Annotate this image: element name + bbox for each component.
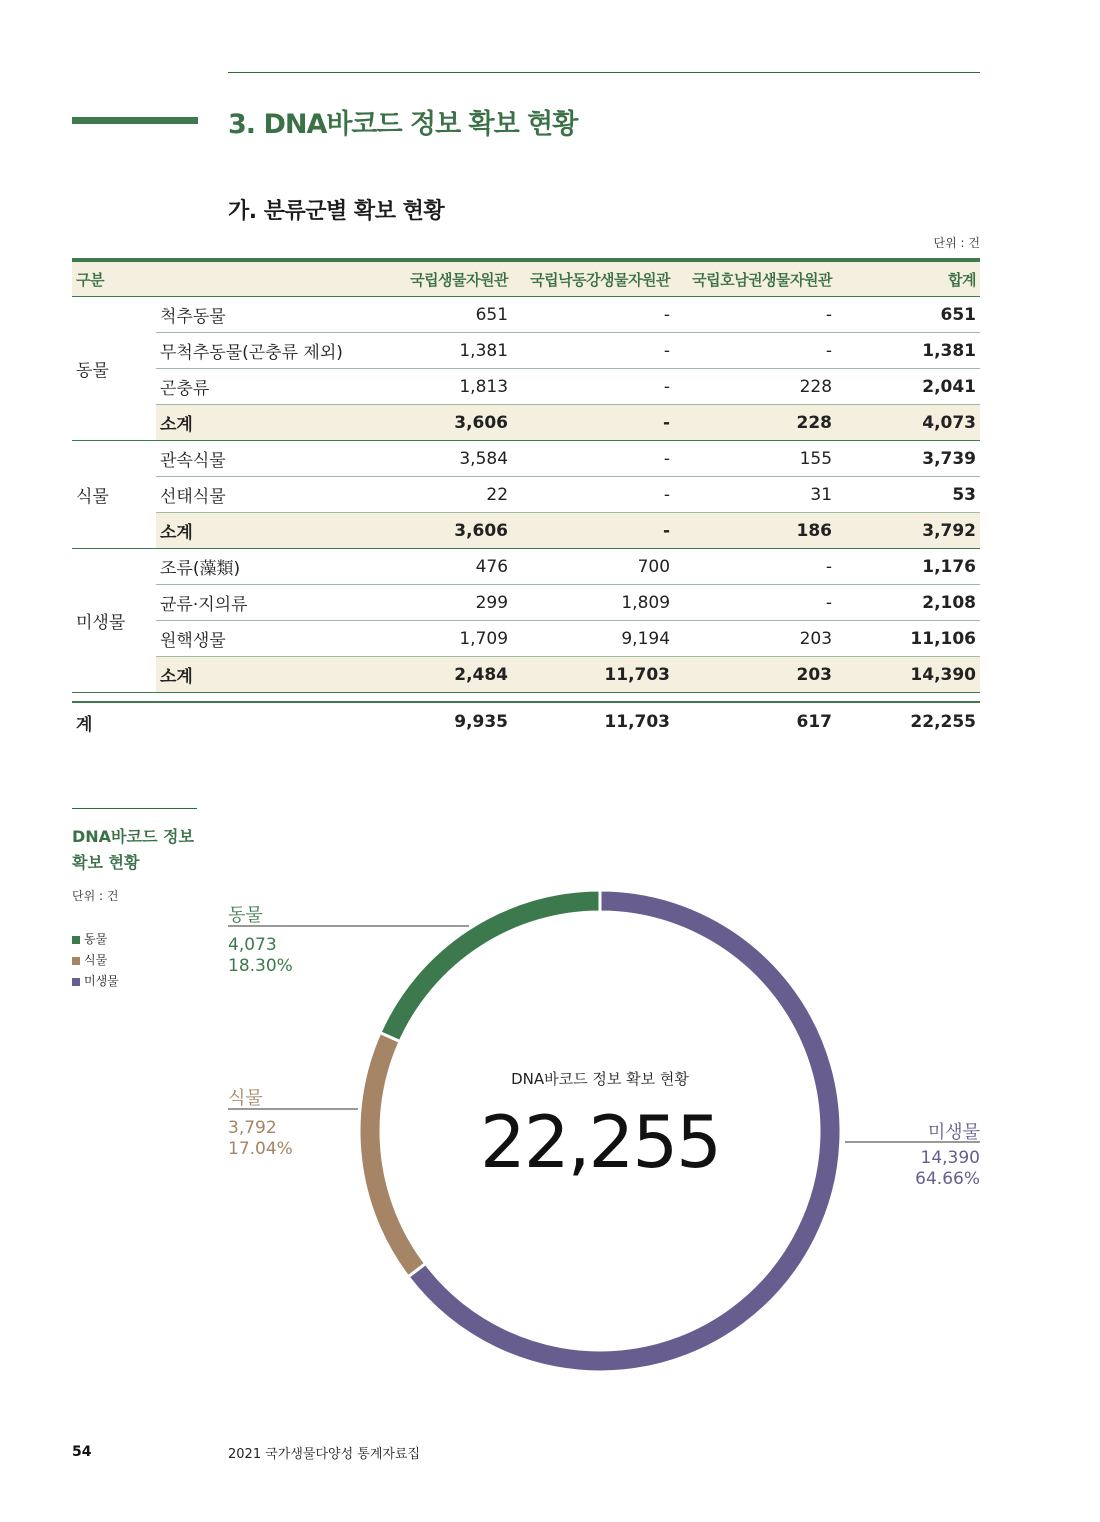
grand-total-value: 617 — [796, 712, 833, 732]
row-value: 1,809 — [512, 585, 674, 621]
row-value: 1,381 — [348, 333, 512, 369]
group-label: 식물 — [72, 441, 156, 549]
row-total: 14,390 — [836, 657, 980, 693]
row-value: 476 — [348, 549, 512, 585]
row-value: 1,813 — [348, 369, 512, 405]
callout-animal-value: 4,073 — [228, 935, 277, 955]
table-body — [72, 297, 980, 742]
row-label: 관속식물 — [156, 441, 348, 477]
subtotal-row — [72, 513, 980, 549]
row-value: - — [512, 441, 674, 477]
row-value: - — [674, 333, 836, 369]
donut-slice-plant — [359, 1033, 426, 1277]
row-value: 155 — [674, 441, 836, 477]
table-spacer-row — [72, 693, 980, 703]
row-label: 소계 — [156, 657, 348, 693]
table-row — [72, 297, 980, 333]
chart-unit: 단위 : 건 — [72, 889, 119, 903]
row-total: 11,106 — [836, 621, 980, 657]
callout-plant — [228, 1084, 293, 1160]
header-total: 합계 — [836, 260, 980, 297]
row-value: - — [674, 585, 836, 621]
row-value: 228 — [674, 405, 836, 441]
row-total: 651 — [836, 297, 980, 333]
row-total: 53 — [836, 477, 980, 513]
row-total: 3,739 — [836, 441, 980, 477]
group-label: 동물 — [72, 297, 156, 441]
row-label: 곤충류 — [156, 369, 348, 405]
page-number: 54 — [72, 1444, 92, 1460]
row-total: 2,108 — [836, 585, 980, 621]
legend-item-plant: 식물 — [72, 950, 119, 971]
row-value: 3,606 — [348, 405, 512, 441]
row-label: 무척추동물(곤충류 제외) — [156, 333, 348, 369]
row-total: 3,792 — [836, 513, 980, 549]
row-label: 균류·지의류 — [156, 585, 348, 621]
grand-total-row — [72, 702, 980, 741]
row-value: - — [674, 549, 836, 585]
row-value: - — [512, 513, 674, 549]
side-divider — [72, 808, 197, 809]
table-unit: 단위 : 건 — [933, 236, 980, 250]
row-value: 651 — [348, 297, 512, 333]
donut-center-label: DNA바코드 정보 확보 현황 — [511, 1070, 689, 1088]
table-row — [72, 477, 980, 513]
legend-item-microbe: 미생물 — [72, 971, 119, 992]
grand-total-label: 계 — [76, 714, 93, 735]
header-nibr: 국립생물자원관 — [348, 260, 512, 297]
row-label: 소계 — [156, 405, 348, 441]
header-nnibr: 국립낙동강생물자원관 — [512, 260, 674, 297]
row-value: 3,584 — [348, 441, 512, 477]
row-value: 228 — [674, 369, 836, 405]
footer-book-title: 2021 국가생물다양성 통계자료집 — [228, 1447, 421, 1462]
row-value: 203 — [674, 657, 836, 693]
section-title: 3. DNA바코드 정보 확보 현황 — [228, 109, 578, 140]
table-row — [72, 585, 980, 621]
row-label: 소계 — [156, 513, 348, 549]
grand-total-value: 9,935 — [454, 712, 509, 732]
header-hnibr: 국립호남권생물자원관 — [674, 260, 836, 297]
row-value: 700 — [512, 549, 674, 585]
row-value: 2,484 — [348, 657, 512, 693]
subtotal-row — [72, 405, 980, 441]
row-value: - — [512, 477, 674, 513]
subsection-title: 가. 분류군별 확보 현황 — [228, 199, 445, 224]
row-value: 203 — [674, 621, 836, 657]
callout-animal-name: 동물 — [228, 905, 263, 926]
table-row — [72, 441, 980, 477]
callout-plant-percent: 17.04% — [228, 1139, 293, 1159]
row-value: 1,709 — [348, 621, 512, 657]
row-value: - — [512, 405, 674, 441]
callout-microbe — [915, 1118, 980, 1190]
row-label: 조류(藻類) — [156, 549, 348, 585]
group-label: 미생물 — [72, 549, 156, 693]
row-value: 186 — [674, 513, 836, 549]
header-category: 구분 — [72, 260, 348, 297]
callout-microbe-name: 미생물 — [927, 1122, 980, 1143]
side-title-line2: 확보 현황 — [72, 853, 140, 872]
row-value: 3,606 — [348, 513, 512, 549]
row-total: 4,073 — [836, 405, 980, 441]
grand-total-value: 11,703 — [604, 712, 671, 732]
top-divider — [228, 72, 980, 73]
row-value: 299 — [348, 585, 512, 621]
callout-plant-value: 3,792 — [228, 1118, 277, 1138]
row-value: - — [512, 333, 674, 369]
side-title-line1: DNA바코드 정보 — [72, 827, 194, 846]
table-row — [72, 621, 980, 657]
donut-slice-animal — [380, 890, 600, 1042]
row-value: 11,703 — [512, 657, 674, 693]
callout-animal-percent: 18.30% — [228, 956, 293, 976]
callout-plant-name: 식물 — [228, 1088, 263, 1109]
row-label: 척추동물 — [156, 297, 348, 333]
row-total: 1,176 — [836, 549, 980, 585]
donut-center-total: 22,255 — [480, 1100, 720, 1184]
subtotal-row — [72, 657, 980, 693]
row-total: 2,041 — [836, 369, 980, 405]
row-label: 선태식물 — [156, 477, 348, 513]
row-value: - — [512, 297, 674, 333]
callout-microbe-percent: 64.66% — [915, 1169, 980, 1189]
table-row — [72, 549, 980, 585]
row-total: 1,381 — [836, 333, 980, 369]
legend-item-animal: 동물 — [72, 929, 119, 950]
row-value: - — [512, 369, 674, 405]
table-row — [72, 369, 980, 405]
table-row — [72, 333, 980, 369]
section-accent-bar — [72, 117, 198, 124]
row-value: - — [674, 297, 836, 333]
table-header-row — [72, 260, 980, 297]
row-value: 22 — [348, 477, 512, 513]
row-label: 원핵생물 — [156, 621, 348, 657]
row-value: 9,194 — [512, 621, 674, 657]
dna-barcode-table — [72, 258, 980, 741]
grand-total-sum: 22,255 — [910, 712, 977, 732]
row-value: 31 — [674, 477, 836, 513]
callout-animal — [228, 901, 293, 977]
callout-microbe-value: 14,390 — [920, 1148, 980, 1168]
